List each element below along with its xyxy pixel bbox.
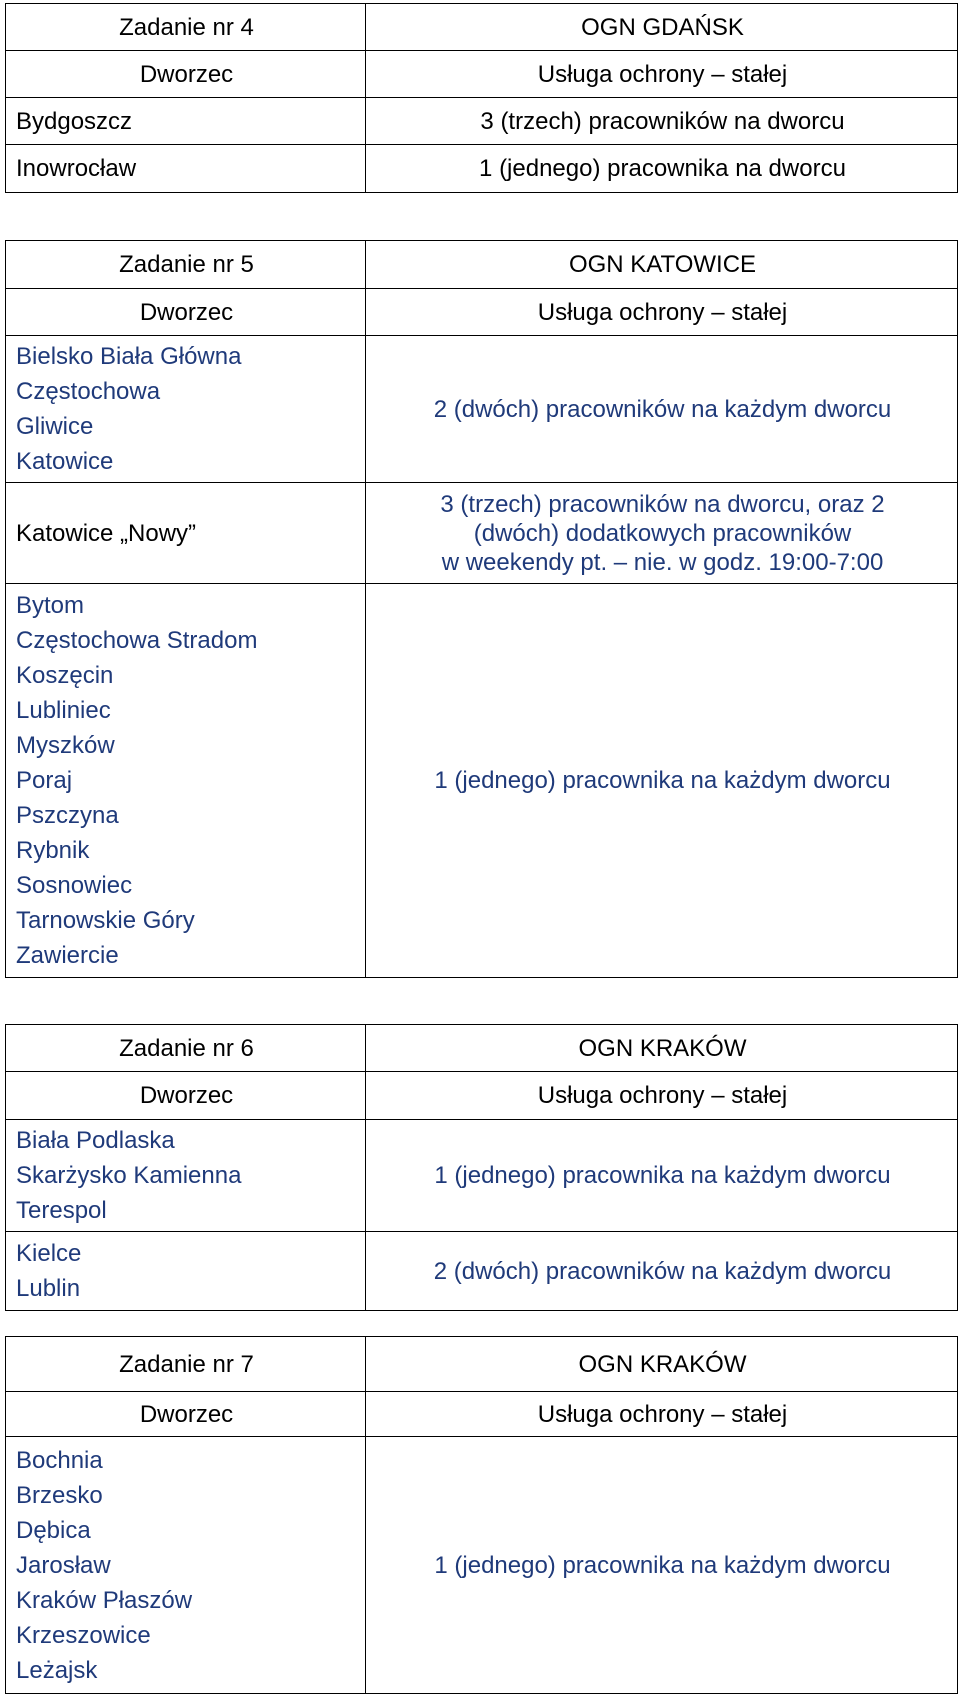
station-name: Gliwice [16,413,94,440]
table-task-6 [5,1024,958,1311]
station-list [6,1437,366,1694]
station-name: Częstochowa [16,378,161,405]
ogn-title: OGN KATOWICE [366,241,958,289]
station-list [6,1232,366,1311]
ogn-title: OGN KRAKÓW [366,1337,958,1392]
ogn-title: OGN KRAKÓW [366,1025,958,1072]
station-name: Biała Podlaska [16,1127,175,1154]
station-name: Leżajsk [16,1656,98,1684]
staff-count: 1 (jednego) pracownika na dworcu [366,145,958,193]
staff-description [366,483,958,584]
station-name: Katowice „Nowy” [6,483,366,584]
station-name: Dębica [16,1516,91,1544]
task-title: Zadanie nr 5 [6,241,366,289]
station-header: Dworzec [6,51,366,98]
station-name: Kraków Płaszów [16,1586,193,1614]
station-name: Inowrocław [6,145,366,193]
task-title: Zadanie nr 6 [6,1025,366,1072]
service-label: Usługa ochrony – stałej [366,289,958,336]
station-name: Bielsko Biała Główna [16,343,242,370]
station-name: Zawiercie [16,942,119,969]
station-header: Dworzec [6,1072,366,1120]
station-header: Dworzec [6,1392,366,1437]
task-title: Zadanie nr 7 [6,1337,366,1392]
station-name: Katowice [16,448,114,475]
station-name: Lubliniec [16,697,111,724]
station-name: Bochnia [16,1446,103,1474]
station-name: Częstochowa Stradom [16,627,258,654]
station-header: Dworzec [6,289,366,336]
staff-line: 3 (trzech) pracowników na dworcu, oraz 2 [440,490,885,518]
table-task-7 [5,1336,958,1694]
station-name: Lublin [16,1275,81,1302]
service-label: Usługa ochrony – stałej [366,1072,958,1120]
station-list [6,584,366,978]
table-task-4 [5,3,958,193]
staff-count: 1 (jednego) pracownika na każdym dworcu [366,584,958,978]
staff-count: 2 (dwóch) pracowników na każdym dworcu [366,1232,958,1311]
station-name: Skarżysko Kamienna [16,1162,242,1189]
staff-line: (dwóch) dodatkowych pracowników [473,519,852,547]
station-name: Kielce [16,1240,82,1267]
station-name: Poraj [16,767,73,794]
station-list [6,336,366,483]
ogn-title: OGN GDAŃSK [366,4,958,51]
table-task-5 [5,240,958,978]
service-label: Usługa ochrony – stałej [366,1392,958,1437]
station-name: Jarosław [16,1551,111,1579]
staff-count: 1 (jednego) pracownika na każdym dworcu [366,1437,958,1694]
staff-count: 3 (trzech) pracowników na dworcu [366,98,958,145]
station-name: Krzeszowice [16,1621,151,1649]
station-name: Bydgoszcz [6,98,366,145]
station-name: Terespol [16,1197,107,1224]
staff-count: 2 (dwóch) pracowników na każdym dworcu [366,336,958,483]
station-name: Rybnik [16,837,90,864]
station-name: Tarnowskie Góry [16,907,195,934]
station-list [6,1120,366,1232]
station-name: Brzesko [16,1481,103,1509]
staff-line: w weekendy pt. – nie. w godz. 19:00-7:00 [441,548,884,576]
station-name: Bytom [16,592,85,619]
station-name: Koszęcin [16,662,114,689]
station-name: Myszków [16,732,115,759]
staff-count: 1 (jednego) pracownika na każdym dworcu [366,1120,958,1232]
station-name: Sosnowiec [16,872,133,899]
station-name: Pszczyna [16,802,119,829]
task-title: Zadanie nr 4 [6,4,366,51]
service-label: Usługa ochrony – stałej [366,51,958,98]
